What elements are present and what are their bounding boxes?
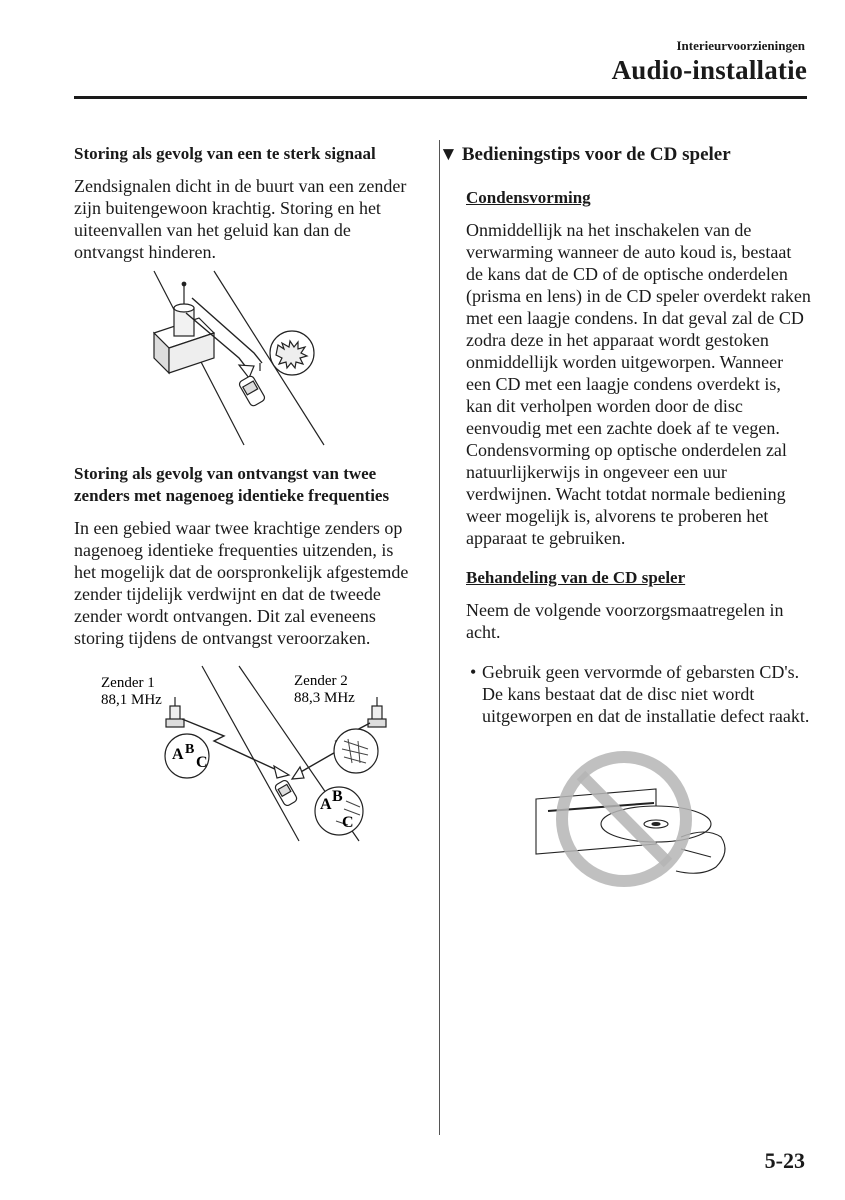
page-title: Audio-installatie bbox=[611, 55, 807, 85]
abc-letter-c-2: C bbox=[342, 814, 354, 831]
paragraph-two-stations: In een gebied waar twee krachtige zenders op nagenoeg identieke frequenties uitzenden, is het mogelijk dat de oorspronkelijk afgestemde zender tijdelijk verdwijnt en dat de tweede zender wordt ontvangen. Dit zal eveneens storing tijdens de ontvangst veroorzaken. bbox=[74, 518, 409, 648]
right-column bbox=[439, 143, 811, 889]
station1-name: Zender 1 bbox=[101, 675, 155, 691]
illustration-strong-signal bbox=[74, 263, 419, 453]
illustration-no-damaged-cd bbox=[466, 739, 811, 889]
abc-letter-b-2: B bbox=[332, 788, 343, 805]
bullet-text-damaged-cd: Gebruik geen vervormde of gebarsten CD's. De kans bestaat dat de disc niet wordt uitgeworpen en dat de installatie defect raakt. bbox=[482, 662, 810, 726]
station1-frequency: 88,1 MHz bbox=[101, 692, 162, 708]
abc-letter-a-1: A bbox=[172, 746, 184, 763]
subheading-condensation: Condensvorming bbox=[466, 188, 591, 207]
abc-letter-a-2: A bbox=[320, 796, 332, 813]
abc-letter-c-1: C bbox=[196, 754, 208, 771]
subheading-cd-handling: Behandeling van de CD speler bbox=[466, 568, 686, 587]
station2-name: Zender 2 bbox=[294, 673, 348, 689]
column-divider bbox=[439, 140, 440, 1135]
cd-section-title-text: Bedieningstips voor de CD speler bbox=[461, 144, 731, 165]
station2-frequency: 88,3 MHz bbox=[294, 690, 355, 706]
header-rule bbox=[74, 96, 807, 99]
left-column bbox=[74, 143, 419, 846]
heading-two-stations: Storing als gevolg van ontvangst van twee zenders met nagenoeg identieke frequenties bbox=[74, 464, 390, 505]
cd-section-title bbox=[439, 143, 784, 167]
page-number: 5-23 bbox=[764, 1148, 805, 1173]
paragraph-strong-signal: Zendsignalen dicht in de buurt van een zender zijn buitengewoon krachtig. Storing en het uiteenvallen van het geluid kan dan de ontvangst hinderen. bbox=[74, 176, 407, 262]
header-section-label: Interieurvoorzieningen bbox=[676, 38, 805, 53]
bullet-marker: • bbox=[470, 662, 477, 682]
abc-letter-b-1: B bbox=[185, 742, 195, 757]
triangle-marker-icon: ▼ bbox=[439, 144, 458, 165]
paragraph-cd-handling: Neem de volgende voorzorgsmaatregelen in acht. bbox=[466, 600, 784, 642]
list-item-damaged-cd bbox=[466, 661, 811, 727]
heading-strong-signal: Storing als gevolg van een te sterk signaal bbox=[74, 144, 376, 163]
illustration-two-stations bbox=[74, 661, 419, 846]
paragraph-condensation: Onmiddellijk na het inschakelen van de verwarming wanneer de auto koud is, bestaat de kans dat de CD of de optische onderdelen (prisma en lens) in de CD speler overdekt raken met een laagje condens. In dat geval zal de CD zodra deze in het apparaat wordt gestoken onmiddellijk worden uitgeworpen. Wanneer een CD met een laagje condens overdekt is, kan dit verholpen worden door de disc eenvoudig met een zachte doek af te vegen. Condensvorming op optische onderdelen zal natuurlijkerwijs in ongeveer een uur verdwijnen. Wacht totdat normale bediening weer mogelijk is, alvorens te proberen het apparaat te gebruiken. bbox=[466, 220, 811, 548]
